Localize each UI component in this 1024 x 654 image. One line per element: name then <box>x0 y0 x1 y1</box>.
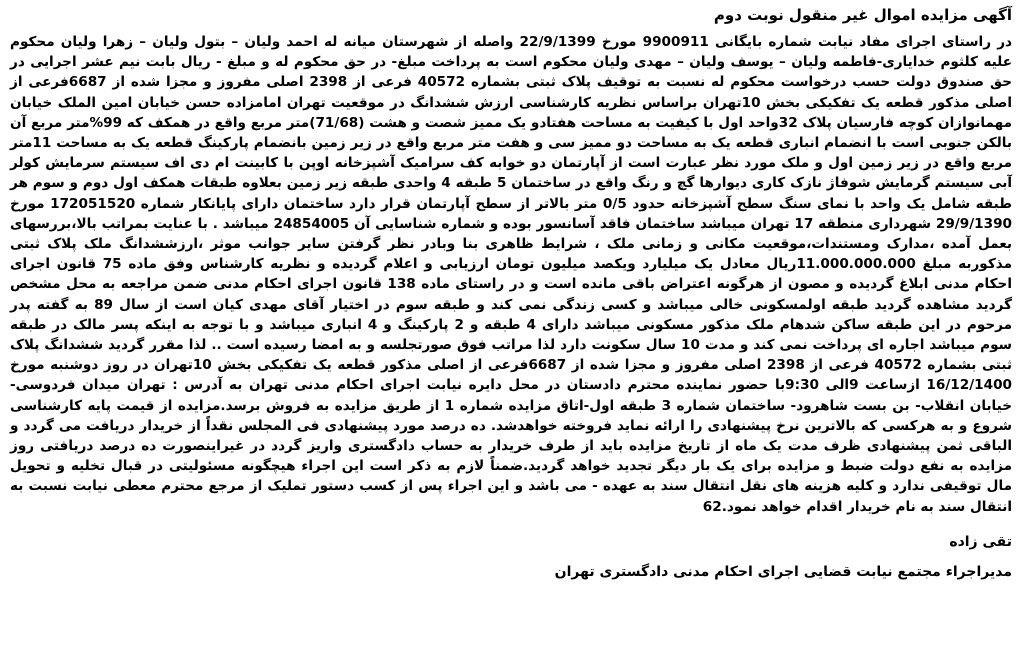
notice-title: آگهی مزایده اموال غیر منقول نوبت دوم <box>713 6 1012 24</box>
notice-body: در راستای اجرای مفاد نیابت شماره بایگانی 9900911 مورخ 22/9/1399 واصله از شهرستان میانه له احمد ولیان – بتول ولیان – زهرا ولیان محکوم علیه کلثوم خدایاری-فاطمه ولیان – یوسف ولیان – مهدی ولیان محکوم است به پرداخت مبلغ- در حق محکوم له و مبلغ - ریال بابت نیم عشر اجرایی در حق صندوق دولت حسب درخواست محکوم له نسبت به توقیف پلاک ثبتی بشماره 40572 فرعی از 2398 اصلی مفروز و مجزا شده از 6687فرعی از اصلی مذکور قطعه یک تفکیکی بخش 10تهران براساس نظریه کارشناسی ارزش ششدانگ در موقعیت تهران امامزاده حسن خیابان امین الملک خیابان مهمانوازان کوچه فارسیان پلاک 32واحد اول با کیفیت به مساحت هفتادو یک ممیز شصت و هشت (71/68)متر مربع واقع در همکف که 99%متر مربع آن بالکن جنوبی است با انضمام انباری قطعه یک به مساحت دو ممیز سی و هفت متر مربع واقع در زیر زمین بانضمام پارکینگ قطعه یک به مساحت 11متر مربع واقع در زیر زمین اول و ملک مورد نظر عبارت است از آپارتمان دو خوابه کف سرامیک آشپزخانه اوپن با کابینت ام دی اف سیستم سرمایش کولر آبی سیستم گرمایش شوفاژ نازک کاری دیوارها گچ و رنگ واقع در ساختمان 5 طبقه 4 واحدی طبقه زیر زمین بعلاوه طبقات همکف اول دوم و سوم هر طبقه شامل یک واحد با نمای سنگ سطح آشپزخانه حدود 0/5 متر بالاتر از سطح آپارتمان قرار دارد ساختمان دارای پایانکار شماره 172051520 مورخ 29/9/1390 شهرداری منطقه 17 تهران میباشد ساختمان فاقد آسانسور بوده و شماره شناسایی آن 24854005 میباشد . با عنایت بمراتب بالا،بررسهای بعمل آمده ،مدارک ومستندات،موقعیت مکانی و زمانی ملک ، شرایط ظاهری بنا وبادر نظر گرفتن سایر جوانب موثر ،ارزششدانگ ملک پلاک ثبتی مذکوربه مبلغ 11.000.000.000ریال معادل یک میلیارد ویکصد میلیون تومان ارزیابی و اعلام گردیده و نظریه کارشناس وفق ماده 75 قانون اجرای احکام مدنی ابلاغ گردیده و مصون از هرگونه اعتراض باقی مانده است و در راستای ماده 138 قانون اجرای احکام مدنی ضمن مراجعه به محل مشخص گردید مشاهده گردید طبقه اولمسکونی خالی میباشد و کسی زندگی نمی کند و طبقه سوم در اختیار آقای مهدی کیان است از سال 89 به گفته پدر مرحوم در این طبقه ساکن شدهام ملک مذکور مسکونی میباشد دارای 4 طبقه و 2 پارکینگ و 4 انباری میباشد و با توجه به اینکه پسر مالک در طبقه سوم میباشد اجاره ای پرداخت نمی کند و مدت 10 سال سکونت دارد لذا مراتب فوق صورتجلسه و به امضا رسیده است .. لذا مقرر گردید ششدانگ پلاک ثبتی بشماره 40572 فرعی از 2398 اصلی مفروز و مجزا شده از 6687فرعی از اصلی مذکور قطعه یک تفکیکی بخش 10تهران در روز دوشنبه مورخ 16/12/1400 ازساعت 9الی 9:30با حضور نماینده محترم دادستان در محل دایره نیابت اجرای احکام مدنی تهران به آدرس : تهران میدان فردوسی- خیابان انقلاب- بن بست شاهرود- ساختمان شماره 3 طبقه اول-اتاق مزایده شماره 1 از طریق مزایده به فروش برسد.مزایده از قیمت پایه کارشناسی شروع و به هرکسی که بالاترین نرخ پیشنهادی را ارائه نماید فروخته خواهدشد. ده درصد مورد پیشنهادی فی المجلس نقداً از خریدار دریافت می گردد و الباقی ثمن پیشنهادی ظرف مدت یک ماه از تاریخ مزایده باید از طرف خریدار به حساب دادگستری واریز گردد در غیراینصورت ده درصد دریافتی روز مزایده به نفع دولت ضبط و مزایده برای یک بار دیگر تجدید خواهد گردید.ضمناً لازم به ذکر است این اجراء هیچگونه مسئولیتی در قبال تخلیه و تحویل مال توقیفی ندارد و کلیه هزینه های نقل انتقال سند به عهده - می باشد و این اجراء پس از کسب دستور تملیک از مرجع محترم معطی نیابت نسبت به انتقال سند به نام خریدار اقدام خواهد نمود.62 <box>10 34 1013 515</box>
signature-name: تقی زاده <box>949 533 1012 550</box>
signature-title: مدیراجراء مجتمع نیابت قضایی اجرای احکام مدنی دادگستری تهران <box>554 563 1012 580</box>
